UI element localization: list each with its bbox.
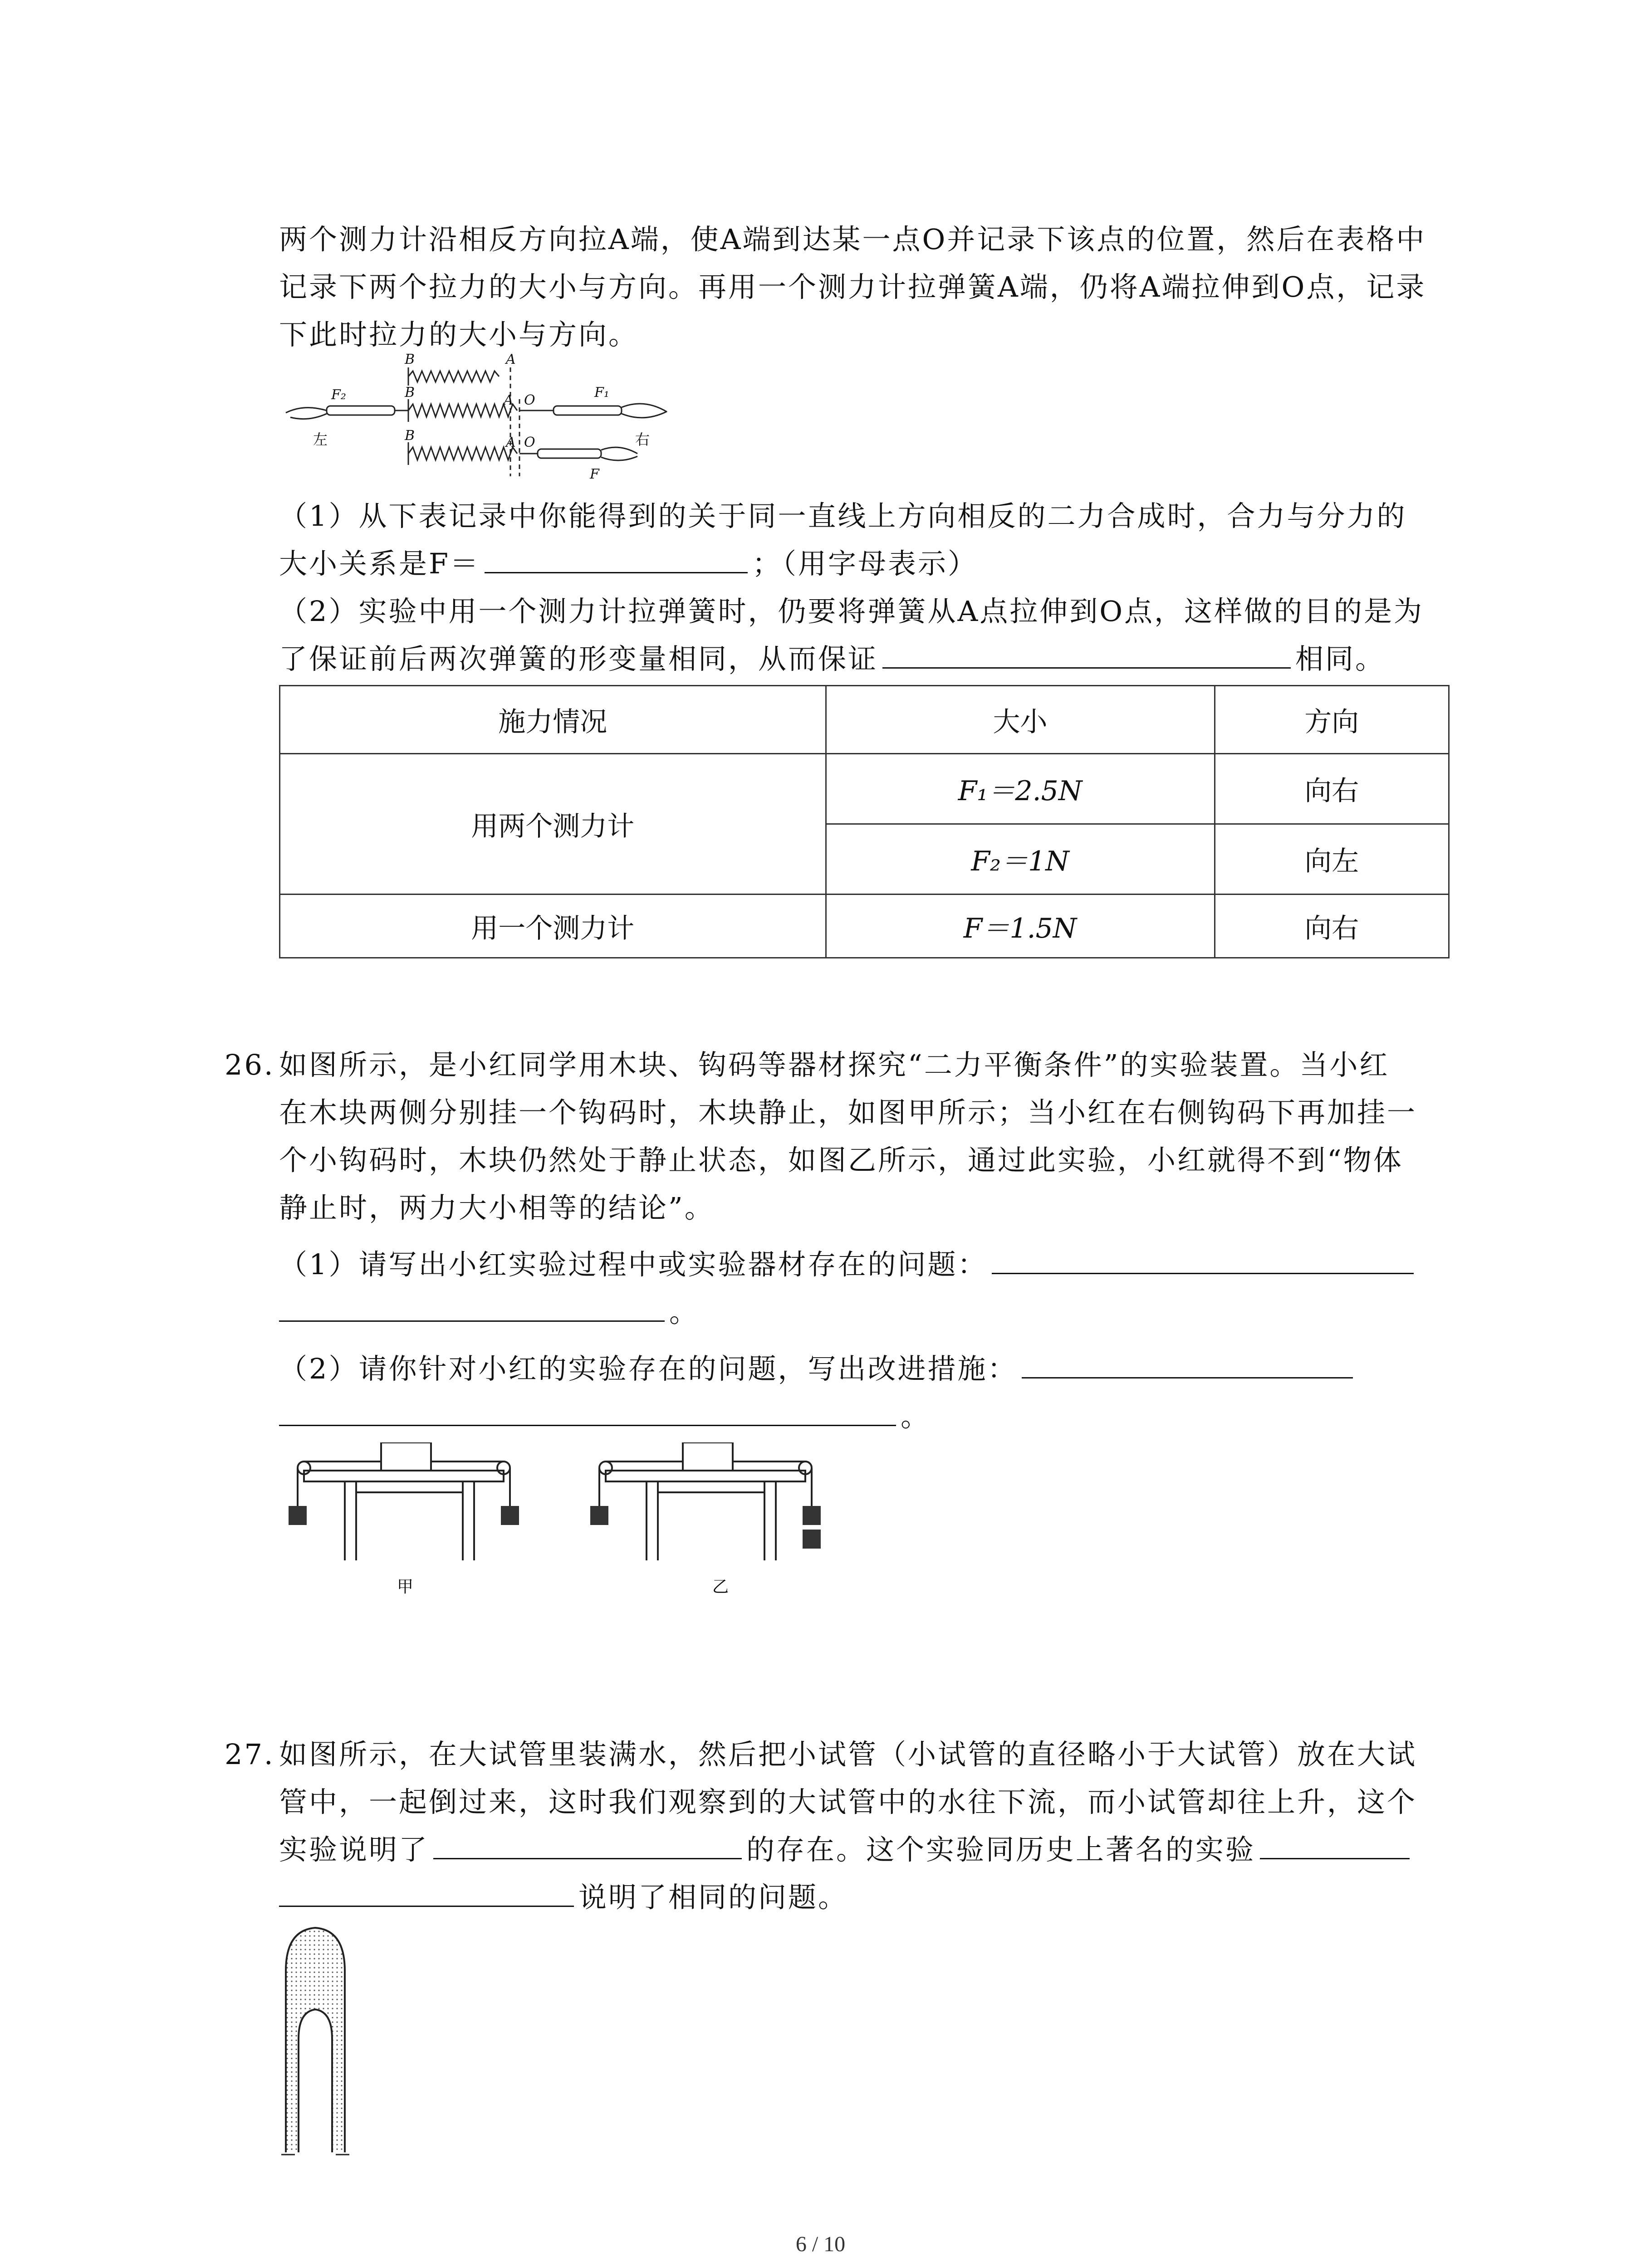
p26-line4: 静止时，两力大小相等的结论”。 <box>279 1191 715 1224</box>
p27-line4: 说明了相同的问题。 <box>279 1876 848 1919</box>
p25-q2b: 了保证前后两次弹簧的形变量相同，从而保证 相同。 <box>279 642 1386 675</box>
label-O-bot: O <box>524 435 535 450</box>
cell-two-meters: 用两个测力计 <box>280 754 826 894</box>
cell-f1-dir: 向右 <box>1215 754 1449 824</box>
p25-line3: 下此时拉力的大小与方向。 <box>279 318 639 351</box>
p26-q2-cont: 。 <box>279 1395 931 1438</box>
answer-blank-problem-cont[interactable] <box>279 1320 665 1322</box>
label-yi: 乙 <box>712 1577 729 1596</box>
page-number: 6 / 10 <box>795 2232 846 2256</box>
label-B-top: B <box>405 354 415 367</box>
p27-line2: 管中，一起倒过来，这时我们观察到的大试管中的水往下流，而小试管却往上升，这个 <box>279 1785 1417 1818</box>
cell-f2-dir: 向左 <box>1215 824 1449 894</box>
balance-figure-b <box>583 1442 837 1597</box>
th-force-case: 施力情况 <box>280 686 826 754</box>
cell-f1: F₁＝2.5N <box>826 754 1215 824</box>
label-A-bot: A <box>506 435 516 450</box>
p25-line2: 记录下两个拉力的大小与方向。再用一个测力计拉弹簧A端，仍将A端拉伸到O点，记录 <box>279 270 1426 303</box>
label-A-top: A <box>506 354 516 367</box>
answer-blank-improve-cont[interactable] <box>279 1424 896 1426</box>
balance-figure-a <box>277 1442 531 1597</box>
answer-blank-improve[interactable] <box>1022 1377 1353 1378</box>
label-B-bot: B <box>405 428 415 444</box>
p26-line3: 个小钩码时，木块仍然处于静止状态，如图乙所示，通过此实验，小红就得不到“物体 <box>279 1144 1403 1177</box>
p26-line2: 在木块两侧分别挂一个钩码时，木块静止，如图甲所示；当小红在右侧钩码下再加挂一 <box>279 1096 1417 1129</box>
label-left: 左 <box>313 431 328 448</box>
p25-line1: 两个测力计沿相反方向拉A端，使A端到达某一点O并记录下该点的位置，然后在表格中 <box>279 223 1426 256</box>
label-F1: F₁ <box>594 385 609 401</box>
p26-line1: 如图所示，是小红同学用木块、钩码等器材探究“二力平衡条件”的实验装置。当小红 <box>279 1048 1390 1081</box>
th-direction: 方向 <box>1215 686 1449 754</box>
label-B-mid: B <box>405 385 415 401</box>
cell-f2: F₂＝1N <box>826 824 1215 894</box>
answer-blank-exist[interactable] <box>433 1857 742 1859</box>
p25-q1a: （1）从下表记录中你能得到的关于同一直线上方向相反的二力合成时，合力与分力的 <box>279 499 1407 533</box>
cell-f-dir: 向右 <box>1215 894 1449 958</box>
label-right: 右 <box>635 431 650 448</box>
p26-q1-cont: 。 <box>279 1290 699 1334</box>
p27-number: 27. <box>225 1738 275 1771</box>
th-size: 大小 <box>826 686 1215 754</box>
p27-line3: 实验说明了 的存在。这个实验同历史上著名的实验 <box>279 1828 1410 1872</box>
label-O-mid: O <box>524 392 535 408</box>
p27-line1: 如图所示，在大试管里装满水，然后把小试管（小试管的直径略小于大试管）放在大试 <box>279 1738 1417 1771</box>
p25-q2a: （2）实验中用一个测力计拉弹簧时，仍要将弹簧从A点拉伸到O点，这样做的目的是为 <box>279 595 1424 628</box>
p26-number: 26. <box>225 1048 275 1081</box>
force-table <box>279 685 1450 958</box>
cell-f: F＝1.5N <box>826 894 1215 958</box>
p26-q2: （2）请你针对小红的实验存在的问题，写出改进措施： <box>279 1347 1357 1391</box>
cell-one-meter: 用一个测力计 <box>280 894 826 958</box>
label-F2: F₂ <box>331 387 346 403</box>
answer-blank-problem[interactable] <box>992 1272 1414 1274</box>
answer-blank-F[interactable] <box>485 572 748 573</box>
label-jia: 甲 <box>397 1577 414 1596</box>
answer-blank-experiment-cont[interactable] <box>279 1905 574 1907</box>
p25-q1b: 大小关系是F＝ ；（用字母表示） <box>279 547 978 580</box>
label-A-mid: A <box>504 392 514 408</box>
spring-experiment-figure <box>277 354 685 499</box>
answer-blank-experiment[interactable] <box>1260 1857 1410 1859</box>
p26-q1: （1）请写出小红实验过程中或实验器材存在的问题： <box>279 1243 1418 1286</box>
answer-blank-guarantee[interactable] <box>882 667 1291 669</box>
label-F: F <box>590 466 599 482</box>
test-tube-figure <box>277 1926 358 2161</box>
